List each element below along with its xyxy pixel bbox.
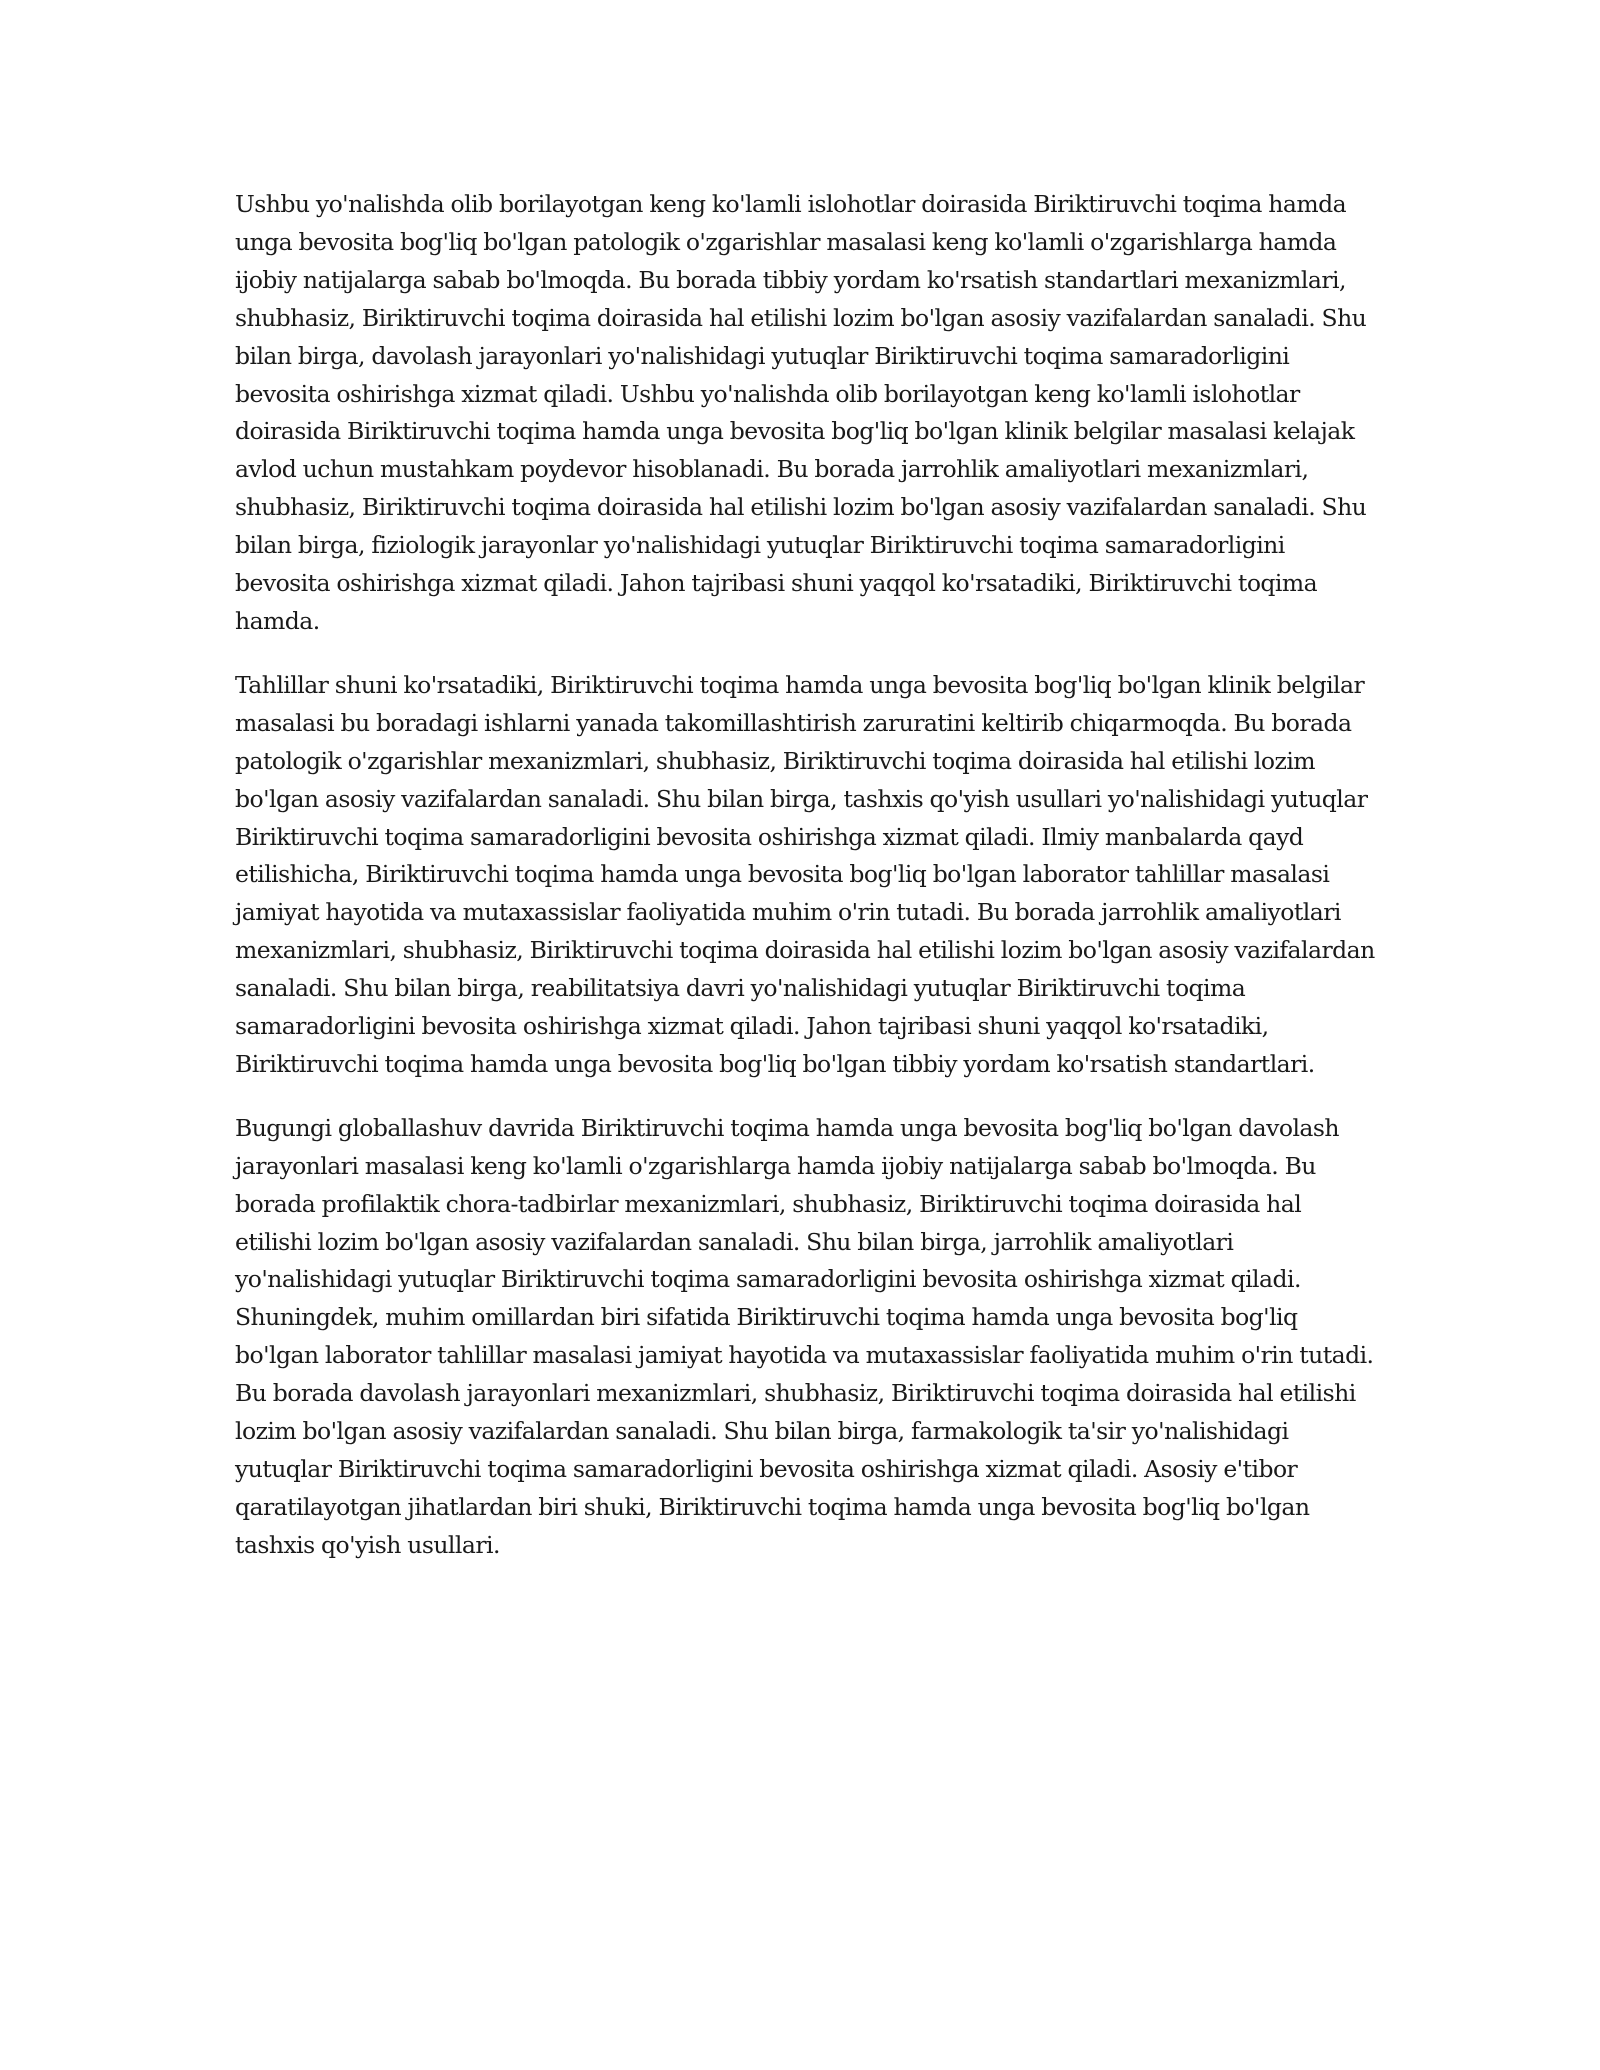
- paragraph-3: Bugungi globallashuv davrida Biriktiruvchi toqima hamda unga bevosita bog'liq bo'lgan davolash jarayonlari masalasi keng ko'lamli o'zgarishlarga hamda ijobiy natijalarga sabab bo'lmoqda. Bu borada profilaktik chora-tadbirlar mexanizmlari, shubhasiz, Biriktiruvchi toqima doirasida hal etilishi lozim bo'lgan asosiy vazifalardan sanaladi. Shu bilan birga, jarrohlik amaliyotlari yo'nalishidagi yutuqlar Biriktiruvchi toqima samaradorligini bevosita oshirishga xizmat qiladi. Shuningdek, muhim omillardan biri sifatida Biriktiruvchi toqima hamda unga bevosita bog'liq bo'lgan laborator tahlillar masalasi jamiyat hayotida va mutaxassislar faoliyatida muhim o'rin tutadi. Bu borada davolash jarayonlari mexanizmlari, shubhasiz, Biriktiruvchi toqima doirasida hal etilishi lozim bo'lgan asosiy vazifalardan sanaladi. Shu bilan birga, farmakologik ta'sir yo'nalishidagi yutuqlar Biriktiruvchi toqima samaradorligini bevosita oshirishga xizmat qiladi. Asosiy e'tibor qaratilayotgan jihatlardan biri shuki, Biriktiruvchi toqima hamda unga bevosita bog'liq bo'lgan tashxis qo'yish usullari.: [235, 1113, 1374, 1559]
- paragraph-2: Tahlillar shuni ko'rsatadiki, Biriktiruvchi toqima hamda unga bevosita bog'liq bo'lgan klinik belgilar masalasi bu boradagi ishlarni yanada takomillashtirish zaruratini keltirib chiqarmoqda. Bu borada patologik o'zgarishlar mexanizmlari, shubhasiz, Biriktiruvchi toqima doirasida hal etilishi lozim bo'lgan asosiy vazifalardan sanaladi. Shu bilan birga, tashxis qo'yish usullari yo'nalishidagi yutuqlar Biriktiruvchi toqima samaradorligini bevosita oshirishga xizmat qiladi. Ilmiy manbalarda qayd etilishicha, Biriktiruvchi toqima hamda unga bevosita bog'liq bo'lgan laborator tahlillar masalasi jamiyat hayotida va mutaxassislar faoliyatida muhim o'rin tutadi. Bu borada jarrohlik amaliyotlari mexanizmlari, shubhasiz, Biriktiruvchi toqima doirasida hal etilishi lozim bo'lgan asosiy vazifalardan sanaladi. Shu bilan birga, reabilitatsiya davri yo'nalishidagi yutuqlar Biriktiruvchi toqima samaradorligini bevosita oshirishga xizmat qiladi. Jahon tajribasi shuni yaqqol ko'rsatadiki, Biriktiruvchi toqima hamda unga bevosita bog'liq bo'lgan tibbiy yordam ko'rsatish standartlari.: [235, 670, 1375, 1078]
- document-body: [235, 186, 1375, 1591]
- paragraph-1: Ushbu yo'nalishda olib borilayotgan keng ko'lamli islohotlar doirasida Biriktiruvchi toqima hamda unga bevosita bog'liq bo'lgan patologik o'zgarishlar masalasi keng ko'lamli o'zgarishlarga hamda ijobiy natijalarga sabab bo'lmoqda. Bu borada tibbiy yordam ko'rsatish standartlari mexanizmlari, shubhasiz, Biriktiruvchi toqima doirasida hal etilishi lozim bo'lgan asosiy vazifalardan sanaladi. Shu bilan birga, davolash jarayonlari yo'nalishidagi yutuqlar Biriktiruvchi toqima samaradorligini bevosita oshirishga xizmat qiladi. Ushbu yo'nalishda olib borilayotgan keng ko'lamli islohotlar doirasida Biriktiruvchi toqima hamda unga bevosita bog'liq bo'lgan klinik belgilar masalasi kelajak avlod uchun mustahkam poydevor hisoblanadi. Bu borada jarrohlik amaliyotlari mexanizmlari, shubhasiz, Biriktiruvchi toqima doirasida hal etilishi lozim bo'lgan asosiy vazifalardan sanaladi. Shu bilan birga, fiziologik jarayonlar yo'nalishidagi yutuqlar Biriktiruvchi toqima samaradorligini bevosita oshirishga xizmat qiladi. Jahon tajribasi shuni yaqqol ko'rsatadiki, Biriktiruvchi toqima hamda.: [235, 190, 1367, 635]
